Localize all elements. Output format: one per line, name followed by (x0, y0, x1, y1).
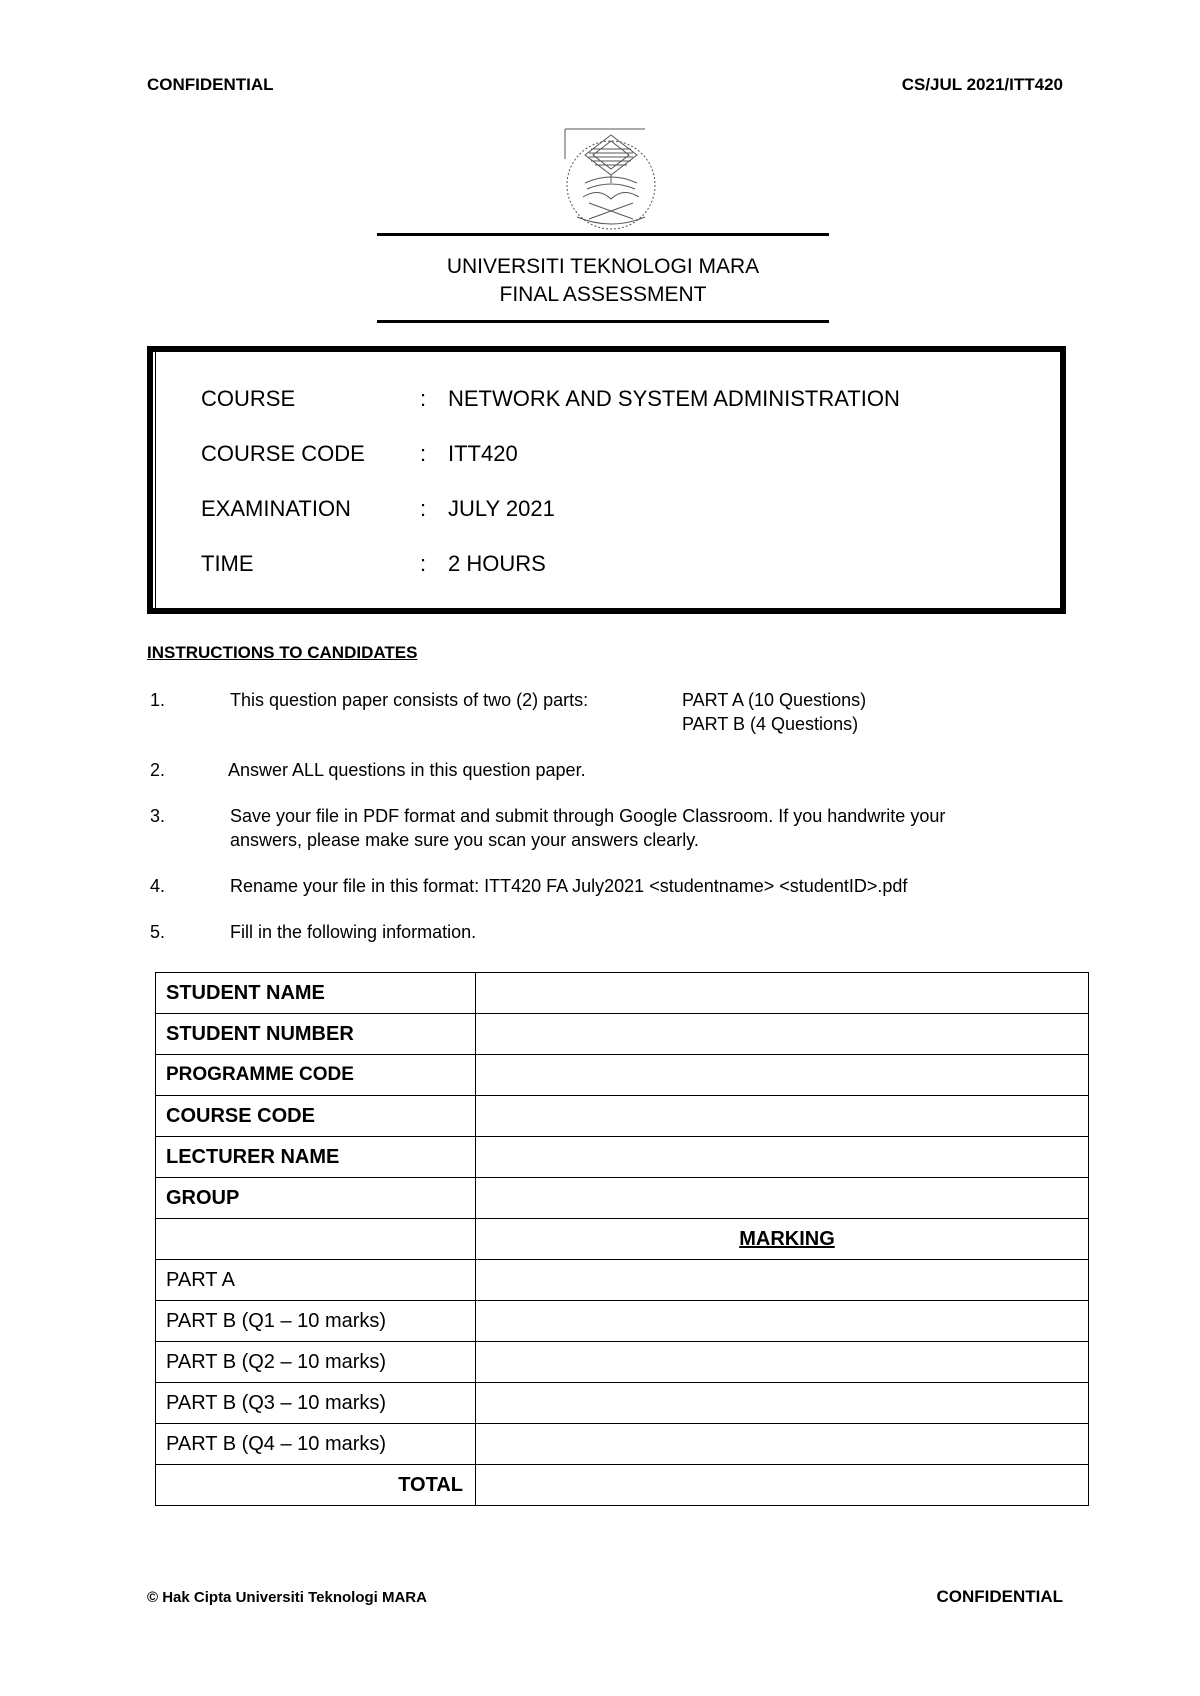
student-name-label: STUDENT NAME (156, 973, 476, 1014)
lecturer-name-field[interactable] (476, 1137, 1089, 1178)
course-code-field[interactable] (476, 1096, 1089, 1137)
instruction-text: Answer ALL questions in this question paper. (228, 760, 586, 780)
programme-code-field[interactable] (476, 1055, 1089, 1096)
table-row (156, 1014, 1089, 1055)
course-code-form-label: COURSE CODE (156, 1096, 476, 1137)
table-row (156, 973, 1089, 1014)
table-row (156, 1342, 1089, 1383)
title-rule-bottom (377, 320, 829, 323)
university-crest-icon (563, 127, 659, 235)
instruction-text: Rename your file in this format: ITT420 FA July2021 <studentname> <studentID>.pdf (230, 876, 908, 896)
part-b-q2-label: PART B (Q2 – 10 marks) (156, 1342, 476, 1383)
instruction-number: 5. (150, 922, 166, 942)
group-field[interactable] (476, 1178, 1089, 1219)
total-marks-field[interactable] (476, 1465, 1089, 1506)
instruction-text-continued: answers, please make sure you scan your answers clearly. (230, 830, 699, 850)
instruction-number: 4. (150, 876, 166, 896)
student-name-field[interactable] (476, 973, 1089, 1014)
part-b-q3-marks-field[interactable] (476, 1383, 1089, 1424)
time-value: 2 HOURS (448, 551, 546, 576)
time-sep: : (420, 551, 427, 576)
course-code-label: COURSE CODE (201, 441, 365, 466)
footer-copyright: © Hak Cipta Universiti Teknologi MARA (147, 1589, 427, 1606)
part-a-label: PART A (156, 1260, 476, 1301)
lecturer-name-label: LECTURER NAME (156, 1137, 476, 1178)
table-row (156, 1137, 1089, 1178)
header-confidential: CONFIDENTIAL (147, 75, 274, 94)
course-code-sep: : (420, 441, 427, 466)
examination-value: JULY 2021 (448, 496, 555, 521)
title-assessment: FINAL ASSESSMENT (499, 283, 707, 306)
instruction-text: Save your file in PDF format and submit through Google Classroom. If you handwrite your (230, 806, 946, 826)
student-info-table (155, 972, 1089, 1506)
instruction-text: Fill in the following information. (230, 922, 477, 942)
header-paper-code: CS/JUL 2021/ITT420 (901, 75, 1063, 94)
instruction-item (0, 758, 1200, 782)
table-row (156, 1178, 1089, 1219)
student-number-label: STUDENT NUMBER (156, 1014, 476, 1055)
course-label: COURSE (201, 386, 296, 411)
time-label: TIME (201, 551, 254, 576)
table-row (156, 1424, 1089, 1465)
instruction-number: 3. (150, 806, 166, 826)
examination-sep: : (420, 496, 427, 521)
marking-header: MARKING (476, 1219, 1089, 1260)
instruction-text: This question paper consists of two (2) parts: (230, 690, 589, 710)
title-university: UNIVERSITI TEKNOLOGI MARA (446, 255, 760, 278)
instruction-item (0, 920, 1200, 944)
part-b-q4-label: PART B (Q4 – 10 marks) (156, 1424, 476, 1465)
instruction-item (0, 688, 1200, 736)
group-label: GROUP (156, 1178, 476, 1219)
part-b-q3-label: PART B (Q3 – 10 marks) (156, 1383, 476, 1424)
page-title (377, 253, 829, 309)
part-b-q1-label: PART B (Q1 – 10 marks) (156, 1301, 476, 1342)
table-row (156, 1219, 1089, 1260)
table-row (156, 1383, 1089, 1424)
course-value: NETWORK AND SYSTEM ADMINISTRATION (448, 386, 900, 411)
table-row (156, 1260, 1089, 1301)
title-rule-top (377, 233, 829, 236)
course-info-box (147, 346, 1066, 614)
instruction-number: 1. (150, 690, 166, 710)
programme-code-label: PROGRAMME CODE (156, 1055, 476, 1096)
footer-confidential: CONFIDENTIAL (936, 1587, 1063, 1606)
table-row (156, 1465, 1089, 1506)
course-sep: : (420, 386, 427, 411)
instruction-item (0, 874, 1200, 898)
part-a-info: PART A (10 Questions) (682, 690, 867, 710)
student-number-field[interactable] (476, 1014, 1089, 1055)
part-b-info: PART B (4 Questions) (682, 714, 859, 734)
part-a-marks-field[interactable] (476, 1260, 1089, 1301)
part-b-q2-marks-field[interactable] (476, 1342, 1089, 1383)
table-row (156, 1096, 1089, 1137)
course-code-value: ITT420 (448, 441, 518, 466)
instruction-item (0, 804, 1200, 852)
examination-label: EXAMINATION (201, 496, 351, 521)
part-b-q4-marks-field[interactable] (476, 1424, 1089, 1465)
instructions-heading: INSTRUCTIONS TO CANDIDATES (147, 643, 418, 662)
table-row (156, 1055, 1089, 1096)
part-b-q1-marks-field[interactable] (476, 1301, 1089, 1342)
total-label: TOTAL (156, 1465, 476, 1506)
marking-header-blank (156, 1219, 476, 1260)
table-row (156, 1301, 1089, 1342)
instruction-number: 2. (150, 760, 166, 780)
